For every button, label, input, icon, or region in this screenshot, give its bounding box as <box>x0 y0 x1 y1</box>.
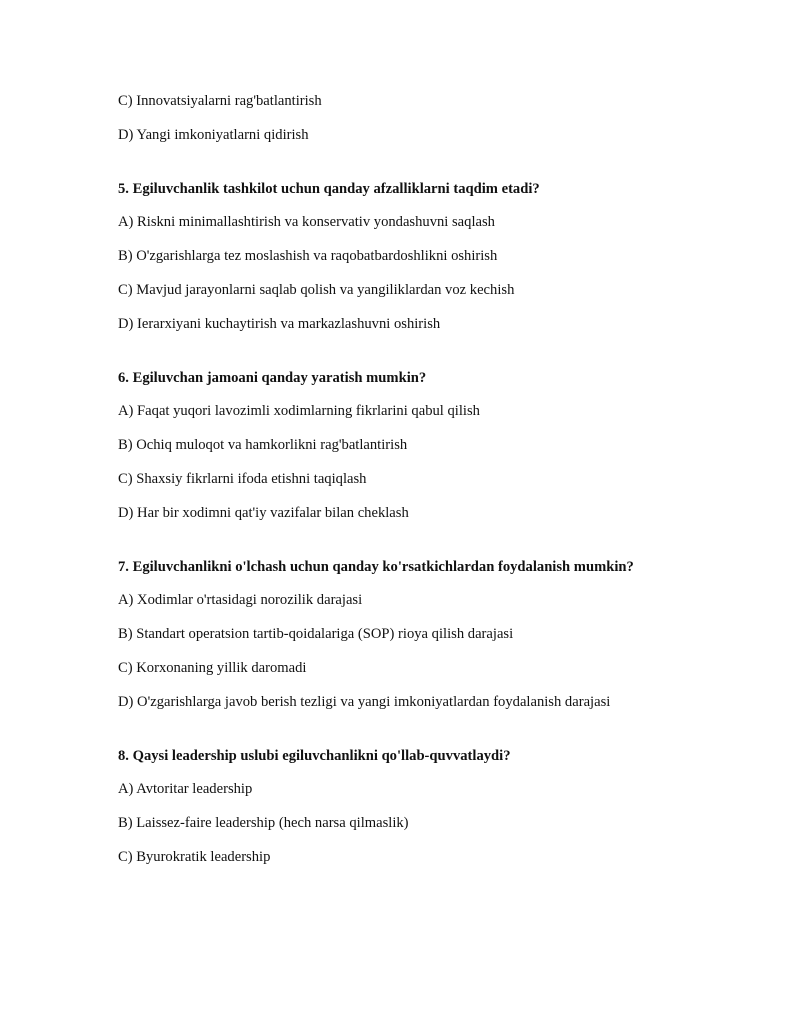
question-heading: 8. Qaysi leadership uslubi egiluvchanlikni qo'llab-quvvatlaydi? <box>118 747 511 764</box>
option-line: C) Innovatsiyalarni rag'batlantirish <box>118 93 322 109</box>
question-heading: 7. Egiluvchanlikni o'lchash uchun qanday ko'rsatkichlardan foydalanish mumkin? <box>118 558 634 575</box>
option-line: C) Korxonaning yillik daromadi <box>118 659 307 676</box>
option-line: D) O'zgarishlarga javob berish tezligi va yangi imkoniyatlardan foydalanish darajasi <box>118 693 611 710</box>
question-7-block <box>118 557 758 712</box>
option-line: A) Xodimlar o'rtasidagi norozilik darajasi <box>118 592 363 609</box>
option-line: B) O'zgarishlarga tez moslashish va raqobatbardoshlikni oshirish <box>118 248 498 265</box>
option-line: A) Riskni minimallashtirish va konservativ yondashuvni saqlash <box>118 214 495 231</box>
option-line: C) Byurokratik leadership <box>118 848 271 865</box>
option-line: B) Laissez-faire leadership (hech narsa qilmaslik) <box>118 815 409 832</box>
question-5-block <box>118 179 758 334</box>
option-line: A) Avtoritar leadership <box>118 781 253 798</box>
question-6-block <box>118 368 758 523</box>
option-line: D) Ierarxiyani kuchaytirish va markazlashuvni oshirish <box>118 315 441 332</box>
question-heading: 5. Egiluvchanlik tashkilot uchun qanday afzalliklarni taqdim etadi? <box>118 180 540 197</box>
question-heading: 6. Egiluvchan jamoani qanday yaratish mumkin? <box>118 369 427 386</box>
option-line: D) Har bir xodimni qat'iy vazifalar bilan cheklash <box>118 504 409 521</box>
question-8-block <box>118 746 758 867</box>
option-line: D) Yangi imkoniyatlarni qidirish <box>118 126 309 143</box>
option-line: B) Ochiq muloqot va hamkorlikni rag'batlantirish <box>118 437 408 454</box>
option-line: C) Mavjud jarayonlarni saqlab qolish va yangiliklardan voz kechish <box>118 281 515 298</box>
option-line: A) Faqat yuqori lavozimli xodimlarning fikrlarini qabul qilish <box>118 403 480 420</box>
option-line: B) Standart operatsion tartib-qoidalariga (SOP) rioya qilish darajasi <box>118 626 514 643</box>
document-page <box>118 91 758 881</box>
option-line: C) Shaxsiy fikrlarni ifoda etishni taqiqlash <box>118 470 367 487</box>
